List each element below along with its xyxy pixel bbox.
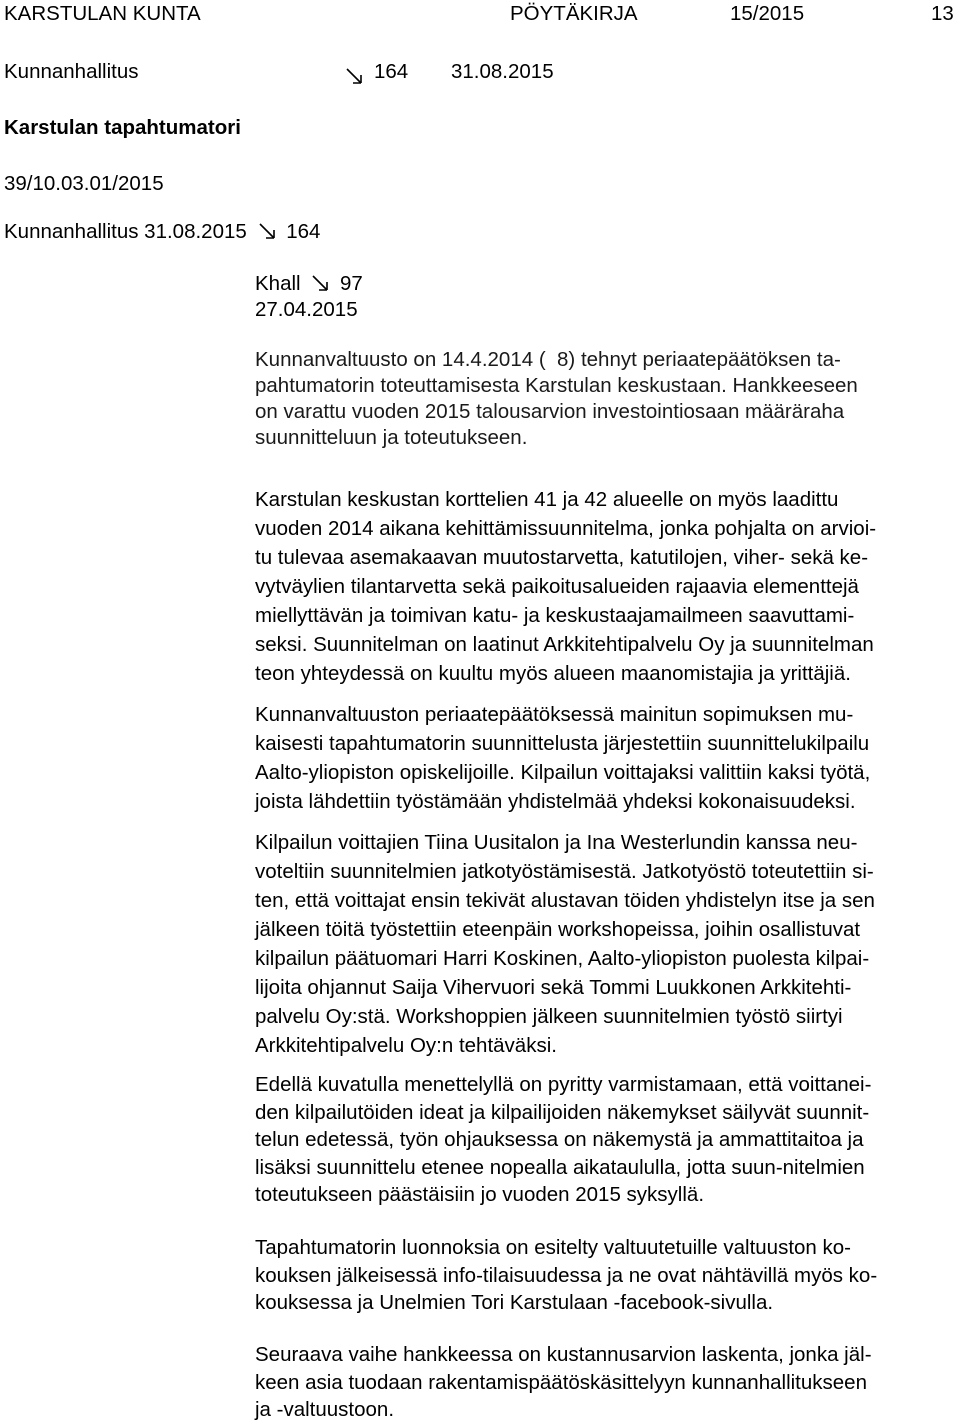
document-number: 15/2015	[730, 2, 805, 25]
paragraph-1	[255, 347, 858, 451]
paragraph-line: kilpailun päätuomari Harri Koskinen, Aalto-yliopiston puolesta kilpai-	[255, 947, 870, 970]
paragraph-line: ten, että voittajat ensin tekivät alustavan töiden yhdistelyn itse ja sen	[255, 889, 875, 912]
paragraph-line: miellyttävän ja toimivan katu- ja keskustaajamailmeen saavuttami-	[255, 604, 855, 627]
record-id: 39/10.03.01/2015	[4, 172, 164, 195]
municipality-name: KARSTULAN KUNTA	[4, 2, 201, 25]
paragraph-line: pahtumatorin toteuttamisesta Karstulan keskustaan. Hankkeeseen	[255, 374, 858, 397]
paragraph-line: seksi. Suunnitelman on laatinut Arkkitehtipalvelu Oy ja suunnitelman	[255, 633, 874, 656]
paragraph-line: keen asia tuodaan rakentamispäätöskäsittelyyn kunnanhallitukseen	[255, 1370, 867, 1394]
paragraph-line: palvelu Oy:stä. Workshoppien jälkeen suunnitelmien työstö siirtyi	[255, 1005, 843, 1028]
paragraph-line: kaisesti tapahtumatorin suunnittelusta järjestettiin suunnittelukilpailu	[255, 732, 870, 755]
paragraph-line: Tapahtumatorin luonnoksia on esitelty valtuutetuille valtuuston ko-	[255, 1236, 851, 1259]
paragraph-line: den kilpailutöiden ideat ja kilpailijoiden näkemykset säilyvät suunnit-	[255, 1100, 870, 1124]
subject-title: Karstulan tapahtumatori	[4, 116, 241, 139]
meeting-body: Kunnanhallitus	[4, 60, 139, 83]
paragraph-line: vuoden 2014 aikana kehittämissuunnitelma, jonka pohjalta on arvioi-	[255, 517, 877, 540]
paragraph-line: Seuraava vaihe hankkeessa on kustannusarvion laskenta, jonka jäl-	[255, 1343, 872, 1366]
paragraph-line: tu tulevaa asemakaavan muutostarvetta, katutilojen, viher- sekä ke-	[255, 546, 869, 569]
paragraph-line: Aalto-yliopiston opiskelijoille. Kilpailun voittajaksi valittiin kaksi työtä,	[255, 761, 871, 784]
paragraph-line: Karstulan keskustan korttelien 41 ja 42 alueelle on myös laadittu	[255, 488, 839, 511]
paragraph-line: Edellä kuvatulla menettelyllä on pyritty varmistamaan, että voittanei-	[255, 1073, 872, 1096]
history-entry-kunnanhallitus	[4, 220, 320, 244]
section-arrow-icon	[346, 68, 362, 84]
paragraph-line: teon yhteydessä on kuultu myös alueen maanomistajia ja yrittäjiä.	[255, 662, 851, 685]
page-number: 13	[931, 2, 954, 25]
paragraph-line: suunnitteluun ja toteutukseen.	[255, 426, 528, 449]
paragraph-line: toteutukseen päästäisiin jo vuoden 2015 syksyllä.	[255, 1183, 705, 1206]
section-arrow-icon	[259, 223, 275, 239]
meeting-date: 31.08.2015	[451, 60, 554, 83]
meeting-section: 164	[374, 60, 409, 83]
paragraph-line: kouksessa ja Unelmien Tori Karstulaan -facebook-sivulla.	[255, 1291, 774, 1314]
paragraph-line: lisäksi suunnittelu etenee nopealla aikataululla, jotta suun-nitelmien	[255, 1155, 865, 1179]
paragraph-line: vytväylien tilantarvetta sekä paikoitusalueiden rajaavia elementtejä	[255, 575, 859, 598]
history-body-date: Kunnanhallitus 31.08.2015	[4, 220, 247, 243]
paragraph-line: voteltiin suunnitelmien jatkotyöstämisestä. Jatkotyöstö toteutettiin si-	[255, 860, 874, 883]
document-type: PÖYTÄKIRJA	[510, 2, 638, 25]
paragraph-line: Kunnanvaltuusto on 14.4.2014 ( 8) tehnyt periaatepäätöksen ta-	[255, 348, 841, 371]
section-arrow-icon	[312, 275, 328, 291]
paragraph-line: on varattu vuoden 2015 talousarvion investointiosaan määräraha	[255, 400, 845, 423]
paragraph-3	[255, 700, 870, 816]
paragraph-line: Arkkitehtipalvelu Oy:n tehtäväksi.	[255, 1034, 557, 1057]
history-entry-khall	[255, 272, 363, 296]
history-section: 164	[286, 220, 321, 243]
paragraph-line: ja -valtuustoon.	[255, 1398, 395, 1421]
paragraph-4	[255, 828, 875, 1060]
paragraph-2	[255, 485, 876, 688]
paragraph-5	[255, 1071, 871, 1209]
paragraph-line: telun edetessä, työn ohjauksessa on näkemystä ja ammattitaitoa ja	[255, 1128, 864, 1151]
paragraph-line: jälkeen töitä työstettiin eteenpäin workshopeissa, joihin osallistuvat	[255, 918, 861, 941]
paragraph-7	[255, 1341, 872, 1424]
paragraph-line: kouksen jälkeisessä info-tilaisuudessa ja ne ovat nähtävillä myös ko-	[255, 1263, 878, 1287]
khall-section: 97	[340, 272, 363, 295]
paragraph-line: Kunnanvaltuuston periaatepäätöksessä mainitun sopimuksen mu-	[255, 703, 854, 726]
paragraph-line: Kilpailun voittajien Tiina Uusitalon ja Ina Westerlundin kanssa neu-	[255, 831, 858, 854]
paragraph-6	[255, 1234, 877, 1317]
paragraph-line: lijoita ohjannut Saija Vihervuori sekä Tommi Luukkonen Arkkitehti-	[255, 976, 852, 999]
khall-label: Khall	[255, 272, 301, 295]
khall-date: 27.04.2015	[255, 298, 358, 321]
paragraph-line: joista lähdettiin työstämään yhdistelmää yhdeksi kokonaisuudeksi.	[255, 790, 856, 813]
